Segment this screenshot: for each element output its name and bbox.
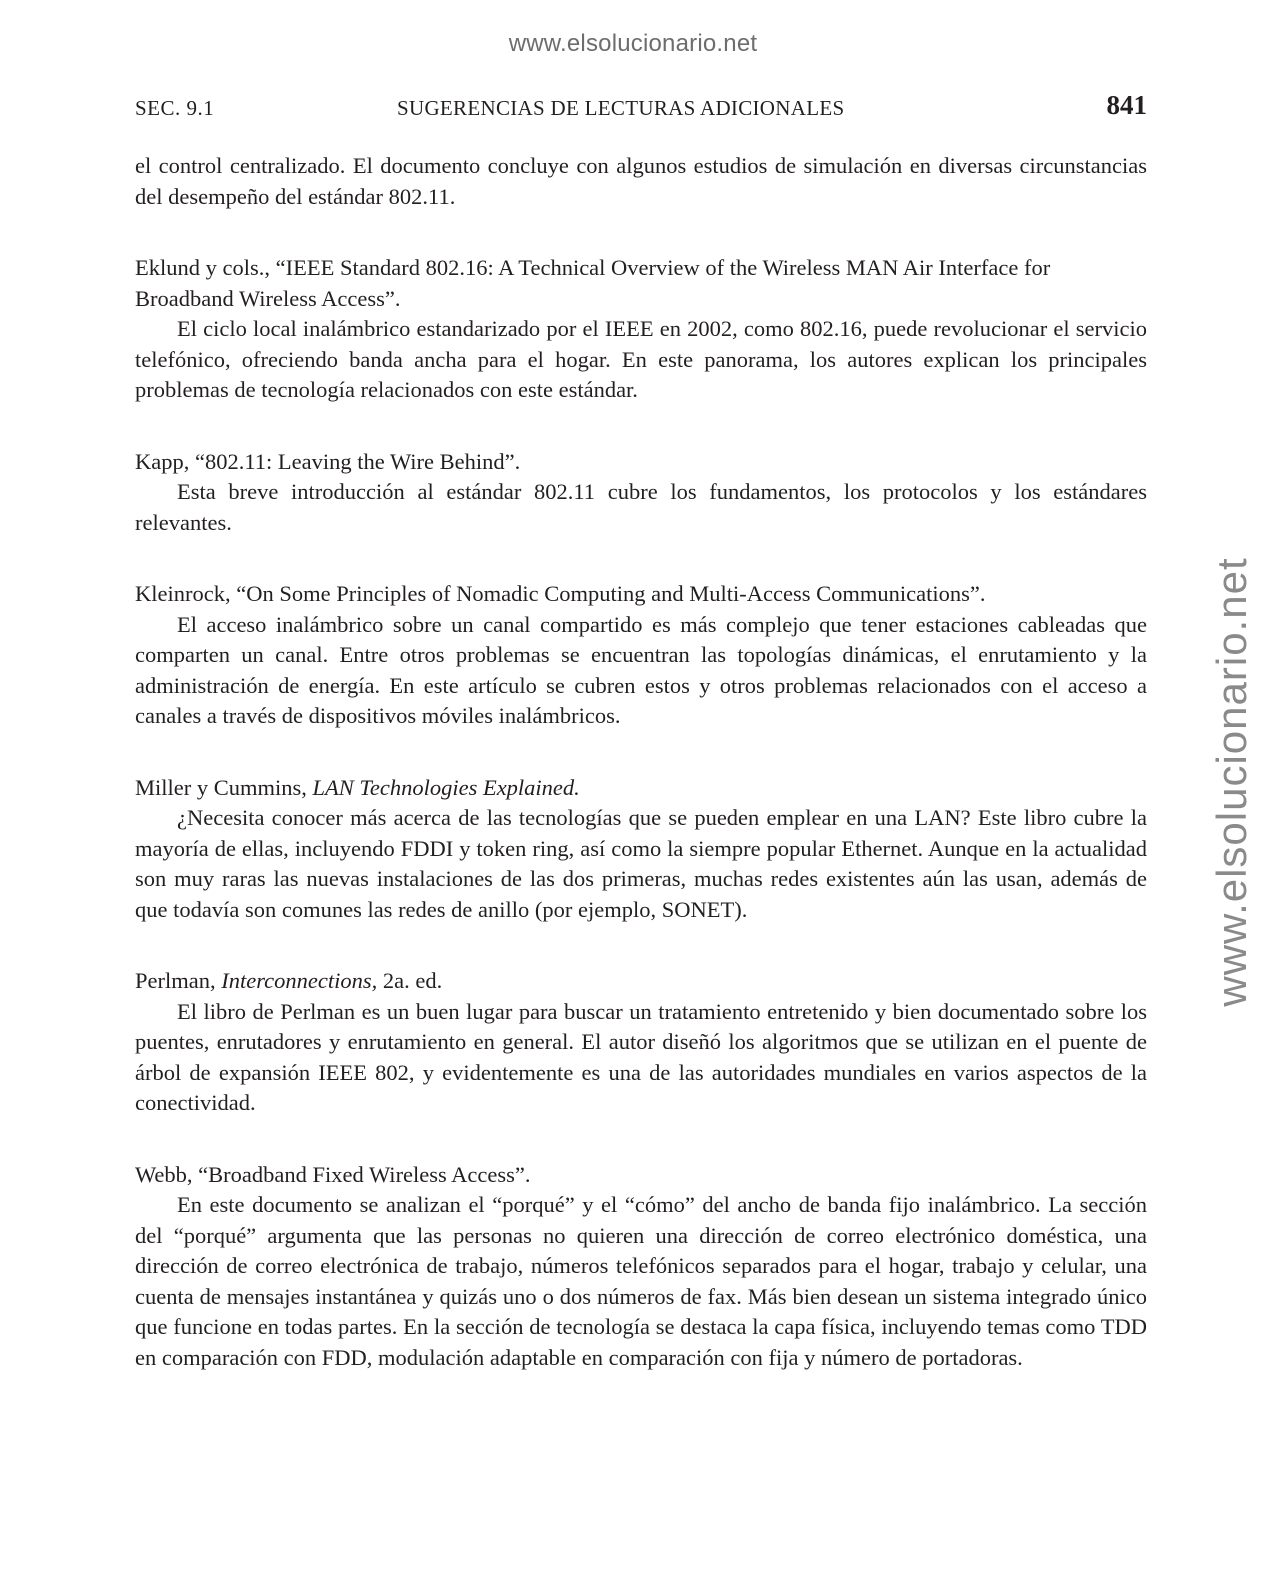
reference-description: El ciclo local inalámbrico estandarizado por el IEEE en 2002, como 802.16, puede revolucionar el servicio telefónico, ofreciendo banda ancha para el hogar. En este panorama, los autores explican los principales problemas de tecnología relacionados con este estándar. <box>135 316 1147 402</box>
reference-description: El libro de Perlman es un buen lugar para buscar un tratamiento entretenido y bien documentado sobre los puentes, enrutadores y enrutamiento en general. El autor diseñó los algoritmos que se utilizan en el puente de árbol de expansión IEEE 802, y evidentemente es una de las autoridades mundiales en varios aspectos de la conectividad. <box>135 998 1147 1115</box>
chapter-section-title: SUGERENCIAS DE LECTURAS ADICIONALES <box>397 96 845 120</box>
section-label: SEC. 9.1 <box>135 96 215 120</box>
page-body <box>135 151 1147 1373</box>
reference-description: El acceso inalámbrico sobre un canal compartido es más complejo que tener estaciones cableadas que comparten un canal. Entre otros problemas se encuentran las topologías dinámicas, el enrutamiento y la administración de energía. En este artículo se cubren estos y otros problemas relacionados con el acceso a canales a través de dispositivos móviles inalámbricos. <box>135 611 1147 728</box>
reference-title: LAN Technologies Explained. <box>312 774 580 800</box>
reference-description: Esta breve introducción al estándar 802.11 cubre los fundamentos, los protocolos y los estándares relevantes. <box>135 479 1147 535</box>
reference-line <box>135 447 1147 478</box>
reference-author: Perlman, <box>135 968 222 993</box>
running-header <box>135 90 1147 124</box>
watermark-url-side: www.elsolucionario.net <box>1208 557 1255 1007</box>
reference-line <box>135 1160 1147 1191</box>
intro-paragraph: el control centralizado. El documento concluye con algunos estudios de simulación en diversas circunstancias del desempeño del estándar 802.11. <box>135 153 1147 209</box>
reference-description: En este documento se analizan el “porqué” y el “cómo” del ancho de banda fijo inalámbrico. La sección del “porqué” argumenta que las personas no quieren una dirección de correo electrónico doméstica, una dirección de correo electrónica de trabajo, números telefónicos separados para el hogar, trabajo y celular, una cuenta de mensajes instantánea y quizás uno o dos números de fax. Más bien desean un sistema integrado único que funcione en todas partes. En la sección de tecnología se destaca la capa física, incluyendo temas como TDD en comparación con FDD, modulación adaptable en comparación con fija y número de portadoras. <box>135 1192 1147 1370</box>
watermark-url-top: www.elsolucionario.net <box>508 30 758 57</box>
reading-entry-kleinrock <box>135 579 1147 732</box>
reference-line <box>135 253 1147 314</box>
reference-edition: 2a. ed. <box>377 968 443 993</box>
reference-author: Eklund y cols., <box>135 255 276 280</box>
reading-entry-perlman <box>135 966 1147 1119</box>
reference-description: ¿Necesita conocer más acerca de las tecnologías que se pueden emplear en una LAN? Este libro cubre la mayoría de ellas, incluyendo FDDI y token ring, así como la siempre popular Ethernet. Aunque en la actualidad son muy raras las nuevas instalaciones de las dos primeras, muchas redes existentes aún las usan, además de que todavía son comunes las redes de anillo (por ejemplo, SONET). <box>135 805 1147 922</box>
reading-entry-webb <box>135 1160 1147 1374</box>
reading-entry-miller-cummins <box>135 773 1147 926</box>
reference-title: “802.11: Leaving the Wire Behind”. <box>195 448 521 474</box>
reference-author: Miller y Cummins, <box>135 774 313 800</box>
reference-line <box>135 773 1147 804</box>
reference-author: Kleinrock, <box>135 581 237 606</box>
reference-title: “On Some Principles of Nomadic Computing and Multi-Access Communications”. <box>236 581 986 606</box>
reference-author: Webb, <box>135 1161 199 1187</box>
page-number: 841 <box>1106 90 1147 120</box>
reference-title: “Broadband Fixed Wireless Access”. <box>198 1161 531 1187</box>
reading-entry-eklund <box>135 253 1147 406</box>
reference-author: Kapp, <box>135 448 195 474</box>
reference-line <box>135 966 1147 997</box>
reference-line <box>135 579 1147 610</box>
reference-title: Interconnections, <box>221 968 378 993</box>
reading-entry-kapp <box>135 447 1147 539</box>
reference-title: “IEEE Standard 802.16: A Technical Overview of the Wireless MAN Air Interface for Broadband Wireless Access”. <box>135 255 1051 311</box>
